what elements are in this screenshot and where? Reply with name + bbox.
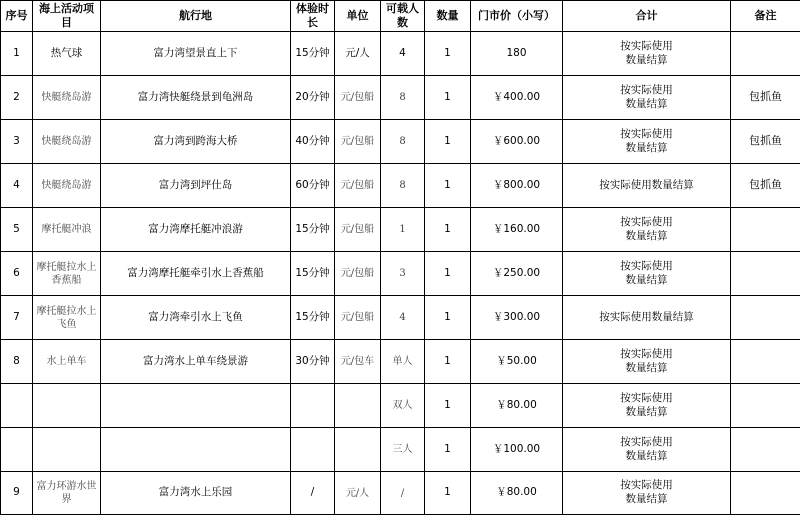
cell-qty: 1 [425,164,471,208]
cell-unit: 元/包船 [335,76,381,120]
cell-no [1,384,33,428]
cell-qty: 1 [425,32,471,76]
cell-total: 按实际使用 数量结算 [563,384,731,428]
cell-route: 富力湾水上单车绕景游 [101,340,291,384]
cell-total: 按实际使用 数量结算 [563,32,731,76]
cell-route: 富力湾到跨海大桥 [101,120,291,164]
cell-note: 包抓鱼 [731,76,800,120]
cell-total: 按实际使用 数量结算 [563,428,731,472]
header-unit: 单位 [335,1,381,32]
cell-price: 180 [471,32,563,76]
cell-note: 包抓鱼 [731,120,800,164]
cell-project: 摩托艇拉水上 香蕉船 [33,252,101,296]
cell-capacity: 4 [381,296,425,340]
cell-total: 按实际使用 数量结算 [563,252,731,296]
cell-duration: / [291,472,335,515]
cell-qty: 1 [425,296,471,340]
cell-project [33,384,101,428]
cell-duration: 15分钟 [291,296,335,340]
cell-capacity: 8 [381,164,425,208]
header-row [1,1,800,32]
cell-no: 1 [1,32,33,76]
cell-route: 富力湾快艇绕景到龟洲岛 [101,76,291,120]
cell-project: 水上单车 [33,340,101,384]
cell-qty: 1 [425,428,471,472]
cell-duration: 15分钟 [291,252,335,296]
table-row [1,32,800,76]
cell-capacity: 4 [381,32,425,76]
cell-duration: 20分钟 [291,76,335,120]
cell-route: 富力湾牵引水上飞鱼 [101,296,291,340]
table-row [1,472,800,515]
cell-total: 按实际使用数量结算 [563,164,731,208]
cell-total: 按实际使用 数量结算 [563,76,731,120]
header-no: 序号 [1,1,33,32]
cell-no: 7 [1,296,33,340]
cell-qty: 1 [425,208,471,252]
table-row [1,76,800,120]
cell-project: 快艇绕岛游 [33,120,101,164]
cell-note [731,384,800,428]
cell-total: 按实际使用 数量结算 [563,208,731,252]
cell-note [731,428,800,472]
cell-price: ￥400.00 [471,76,563,120]
cell-unit: 元/包船 [335,120,381,164]
cell-price: ￥250.00 [471,252,563,296]
table-row [1,252,800,296]
cell-total: 按实际使用数量结算 [563,296,731,340]
cell-price: ￥100.00 [471,428,563,472]
header-route: 航行地 [101,1,291,32]
cell-note [731,472,800,515]
cell-price: ￥600.00 [471,120,563,164]
cell-project: 快艇绕岛游 [33,76,101,120]
cell-price: ￥50.00 [471,340,563,384]
table-row [1,340,800,384]
cell-duration [291,428,335,472]
cell-qty: 1 [425,120,471,164]
cell-unit: 元/包船 [335,208,381,252]
cell-duration: 15分钟 [291,32,335,76]
header-note: 备注 [731,1,800,32]
table-row [1,120,800,164]
cell-project: 富力环游水世 界 [33,472,101,515]
cell-capacity: / [381,472,425,515]
cell-no: 4 [1,164,33,208]
cell-total: 按实际使用 数量结算 [563,120,731,164]
cell-duration: 40分钟 [291,120,335,164]
header-capacity: 可载人数 [381,1,425,32]
cell-note [731,32,800,76]
cell-route: 富力湾到坪仕岛 [101,164,291,208]
cell-no: 2 [1,76,33,120]
cell-capacity: 1 [381,208,425,252]
cell-note [731,208,800,252]
cell-route [101,384,291,428]
cell-project: 摩托艇拉水上 飞鱼 [33,296,101,340]
cell-route: 富力湾水上乐园 [101,472,291,515]
table-row [1,164,800,208]
cell-duration: 60分钟 [291,164,335,208]
header-duration: 体验时长 [291,1,335,32]
table-row [1,384,800,428]
cell-no [1,428,33,472]
cell-price: ￥160.00 [471,208,563,252]
cell-route: 富力湾望景直上下 [101,32,291,76]
cell-route: 富力湾摩托艇牵引水上香蕉船 [101,252,291,296]
cell-no: 8 [1,340,33,384]
cell-capacity: 3 [381,252,425,296]
cell-duration: 15分钟 [291,208,335,252]
cell-project: 摩托艇冲浪 [33,208,101,252]
cell-route: 富力湾摩托艇冲浪游 [101,208,291,252]
table-row [1,296,800,340]
cell-unit: 元/包车 [335,340,381,384]
cell-duration [291,384,335,428]
cell-total: 按实际使用 数量结算 [563,472,731,515]
cell-unit: 元/包船 [335,252,381,296]
cell-unit: 元/人 [335,32,381,76]
cell-qty: 1 [425,76,471,120]
cell-qty: 1 [425,472,471,515]
cell-project [33,428,101,472]
cell-unit [335,384,381,428]
header-project: 海上活动项目 [33,1,101,32]
cell-no: 5 [1,208,33,252]
cell-total: 按实际使用 数量结算 [563,340,731,384]
cell-qty: 1 [425,252,471,296]
cell-capacity: 8 [381,76,425,120]
cell-unit [335,428,381,472]
table-row [1,208,800,252]
cell-capacity: 三人 [381,428,425,472]
header-qty: 数量 [425,1,471,32]
cell-project: 热气球 [33,32,101,76]
cell-capacity: 双人 [381,384,425,428]
cell-qty: 1 [425,384,471,428]
table-row [1,428,800,472]
cell-no: 6 [1,252,33,296]
cell-no: 9 [1,472,33,515]
cell-price: ￥80.00 [471,472,563,515]
cell-project: 快艇绕岛游 [33,164,101,208]
cell-no: 3 [1,120,33,164]
cell-price: ￥300.00 [471,296,563,340]
cell-price: ￥800.00 [471,164,563,208]
cell-unit: 元/人 [335,472,381,515]
cell-duration: 30分钟 [291,340,335,384]
cell-capacity: 8 [381,120,425,164]
header-price: 门市价（小写） [471,1,563,32]
cell-note [731,340,800,384]
header-total: 合计 [563,1,731,32]
cell-unit: 元/包船 [335,296,381,340]
cell-note [731,252,800,296]
cell-note: 包抓鱼 [731,164,800,208]
cell-qty: 1 [425,340,471,384]
cell-note [731,296,800,340]
cell-price: ￥80.00 [471,384,563,428]
cell-capacity: 单人 [381,340,425,384]
cell-route [101,428,291,472]
cell-unit: 元/包船 [335,164,381,208]
